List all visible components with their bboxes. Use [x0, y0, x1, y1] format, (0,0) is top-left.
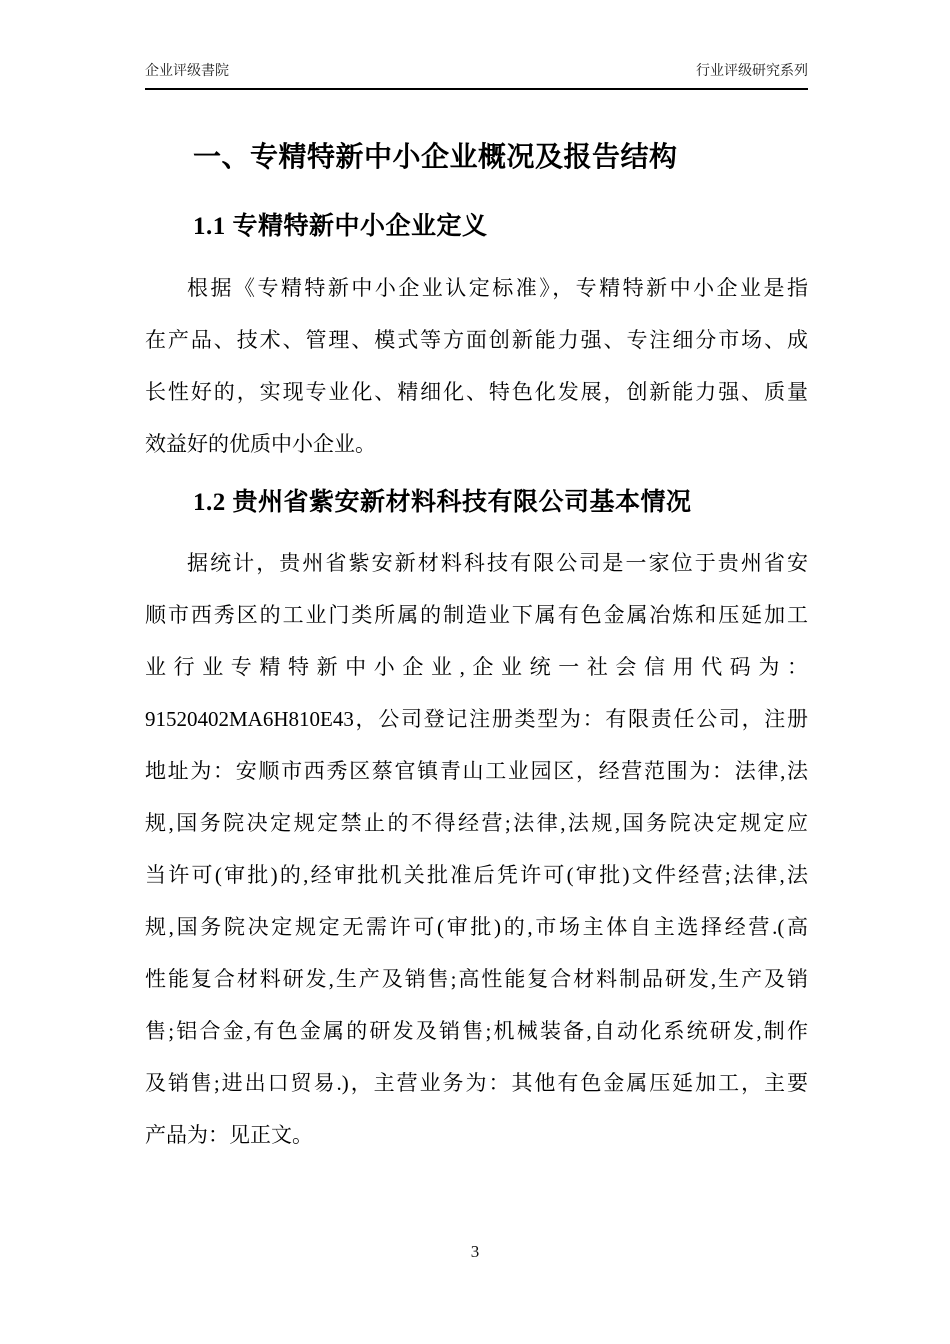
- paragraph-line: 长性好的，实现专业化、精细化、特色化发展，创新能力强、质量: [145, 380, 808, 404]
- paragraph-line: 当许可(审批)的,经审批机关批准后凭许可(审批)文件经营;法律,法: [145, 863, 808, 887]
- paragraph-line: 效益好的优质中小企业。: [145, 432, 376, 456]
- paragraph-line: 在产品、技术、管理、模式等方面创新能力强、专注细分市场、成: [145, 328, 808, 352]
- paragraph-line: 据统计，贵州省紫安新材料科技有限公司是一家位于贵州省安: [187, 551, 808, 575]
- paragraph-line: 91520402MA6H810E43，公司登记注册类型为：有限责任公司，注册: [145, 707, 808, 731]
- paragraph-line: 地址为：安顺市西秀区蔡官镇青山工业园区，经营范围为：法律,法: [145, 759, 808, 783]
- paragraph-line: 售;铝合金,有色金属的研发及销售;机械装备,自动化系统研发,制作: [145, 1019, 808, 1043]
- paragraph-line: 及销售;进出口贸易.)，主营业务为：其他有色金属压延加工，主要: [145, 1071, 808, 1095]
- paragraph-line: 规,国务院决定规定无需许可(审批)的,市场主体自主选择经营.(高: [145, 915, 808, 939]
- paragraph-line: 业行业专精特新中小企业,企业统一社会信用代码为：: [145, 655, 808, 679]
- page-footer: [0, 1240, 950, 1264]
- paragraph-company: [145, 537, 808, 1161]
- subsection-heading-company: 1.2 贵州省紫安新材料科技有限公司基本情况: [193, 489, 692, 516]
- paragraph-line: 顺市西秀区的工业门类所属的制造业下属有色金属冶炼和压延加工: [145, 603, 808, 627]
- paragraph-definition: [145, 262, 808, 470]
- paragraph-line: 产品为：见正文。: [145, 1123, 313, 1147]
- header-right-text: 行业评级研究系列: [696, 62, 808, 78]
- paragraph-line: 性能复合材料研发,生产及销售;高性能复合材料制品研发,生产及销: [145, 967, 808, 991]
- header-left-text: 企业评级書院: [145, 62, 229, 78]
- paragraph-line: 规,国务院决定规定禁止的不得经营;法律,法规,国务院决定规定应: [145, 811, 808, 835]
- page-number: 3: [470, 1242, 480, 1261]
- document-body: [145, 0, 808, 1161]
- section-heading: 一、专精特新中小企业概况及报告结构: [193, 142, 678, 173]
- subsection-heading-definition: 1.1 专精特新中小企业定义: [193, 213, 488, 240]
- paragraph-line: 根据《专精特新中小企业认定标准》，专精特新中小企业是指: [187, 276, 808, 300]
